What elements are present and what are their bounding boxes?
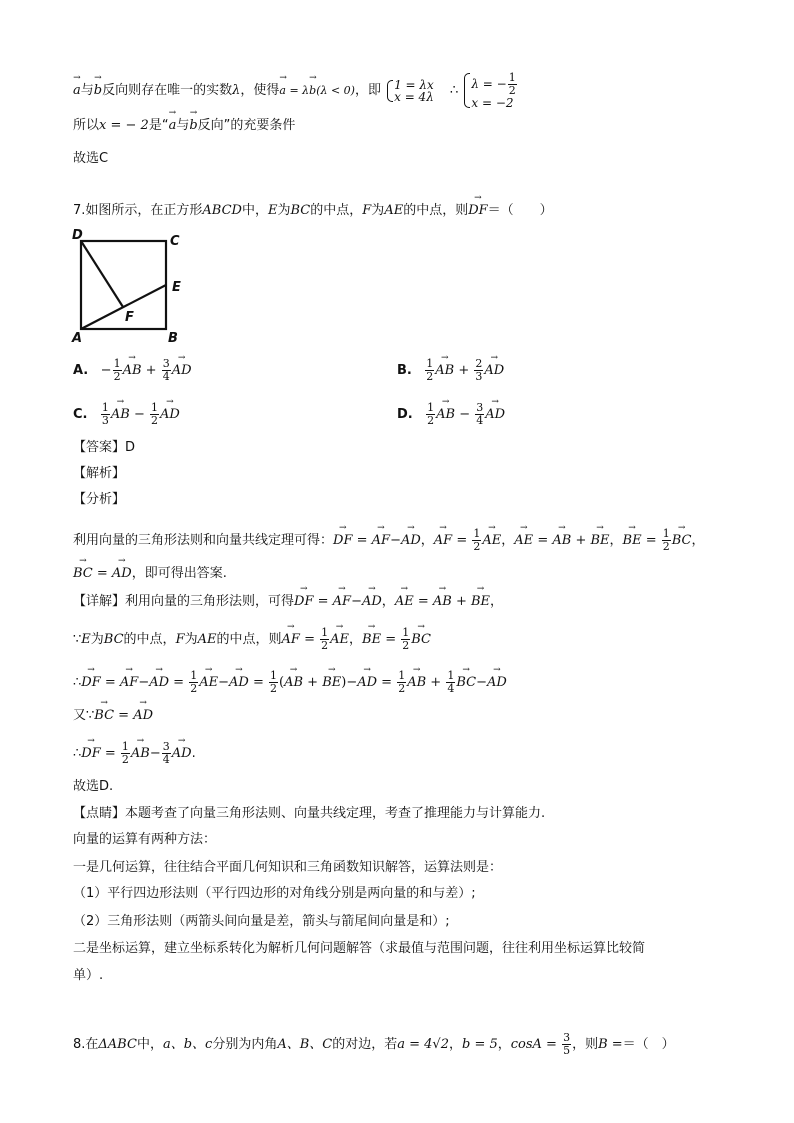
text: 1 bbox=[101, 401, 109, 414]
text: ，即可得出答案. bbox=[131, 566, 227, 581]
text: a、b、c bbox=[162, 1037, 213, 1052]
sys2-row2: x = −2 bbox=[471, 96, 514, 110]
text: 3 bbox=[563, 1031, 571, 1044]
text: 3 bbox=[162, 357, 170, 370]
text: 的中点， bbox=[123, 632, 176, 647]
text: 2 bbox=[508, 84, 516, 97]
text: λ = − bbox=[471, 77, 507, 91]
text: + bbox=[145, 363, 157, 378]
text: 本题考查了向量三角形法则、向量共线定理，考查了推理能力与计算能力. bbox=[125, 806, 546, 821]
text: 的中点，则 bbox=[403, 203, 469, 218]
conclusion: 故选D. bbox=[73, 779, 114, 794]
method-1-2: （2）三角形法则（两箭头间向量是差，箭头与箭尾间向量是和）; bbox=[73, 914, 450, 929]
text: 反向则存在唯一的实数 bbox=[102, 83, 233, 98]
text: A、B、C bbox=[277, 1037, 333, 1052]
text: + bbox=[458, 363, 470, 378]
text: 与 bbox=[80, 83, 94, 98]
method-1-1: （1）平行四边形法则（平行四边形的对角线分别是两向量的和与差）; bbox=[73, 886, 476, 901]
square-figure bbox=[70, 225, 195, 345]
answer-value: D bbox=[125, 440, 136, 455]
dianjing-line bbox=[73, 806, 545, 822]
text: 【答案】 bbox=[73, 440, 126, 455]
text: 的中点，则 bbox=[216, 632, 282, 647]
text: 1 bbox=[151, 401, 159, 414]
segment-ae bbox=[81, 285, 166, 329]
text: 3 bbox=[475, 370, 483, 383]
text: 3 bbox=[101, 414, 109, 427]
segment-df bbox=[81, 241, 123, 307]
detail-line3: ∴→ DF = → AF−→ AD = $\frac{1}{2}$ → AE−→ AD = $\frac{1}{2}$ (→ AB + → BE)−→ AD = $\frac{1}{2}$ → AB + $\frac{1}{4}$ → BC−→ AD bbox=[73, 670, 507, 695]
text: 【详解】 bbox=[73, 594, 126, 609]
option-d[interactable]: D. $\frac{1}{2}$ → AB − $\frac{3}{4}$ → AD bbox=[397, 402, 505, 427]
method-2a: 二是坐标运算，建立坐标系转化为解析几何问题解答（求最值与范围问题，往往利用坐标运算比较简 bbox=[73, 941, 646, 956]
text: x = − 2 bbox=[99, 118, 149, 133]
text: − bbox=[133, 407, 145, 422]
text: 3 bbox=[476, 401, 484, 414]
text: 5 bbox=[563, 1044, 571, 1057]
label-b: B bbox=[168, 331, 178, 345]
text: a = 4√2 bbox=[397, 1037, 449, 1052]
text: 与 bbox=[176, 118, 190, 133]
jiexi-heading: 【解析】 bbox=[73, 466, 126, 481]
text: 2 bbox=[427, 414, 435, 427]
sys1-row1: 1 = λx bbox=[394, 77, 434, 92]
equation-system-1 bbox=[385, 79, 434, 103]
text: ，即 bbox=[354, 83, 381, 98]
option-b[interactable]: B. $\frac{1}{2}$ → AB + $\frac{2}{3}$ → AD bbox=[397, 358, 504, 383]
vec-a: → a bbox=[73, 83, 81, 99]
method-1: 一是几何运算，往往结合平面几何知识和三角函数知识解答，运算法则是： bbox=[73, 860, 503, 875]
text: 2 bbox=[113, 370, 121, 383]
q8-stem bbox=[73, 1032, 675, 1057]
text: cosA = bbox=[510, 1037, 562, 1052]
text: 为 bbox=[371, 203, 385, 218]
q7-stem: 7.如图所示，在正方形ABCD中，E为BC的中点，F为AE的中点，则→ DF＝（ ） bbox=[73, 203, 553, 219]
detail-line2: ∵E为BC的中点，F为AE的中点，则→ AF = $\frac{1}{2}$ → AE，→ BE = $\frac{1}{2}$ → BC bbox=[73, 627, 431, 652]
text: 为 bbox=[90, 632, 104, 647]
text: ∵ bbox=[73, 632, 82, 647]
text: − bbox=[100, 363, 112, 378]
text: 为 bbox=[277, 203, 291, 218]
text: 2 bbox=[475, 357, 483, 370]
text: 1 bbox=[427, 401, 435, 414]
analysis-line1: 利用向量的三角形法则和向量共线定理可得：→ DF = → AF−→ AD，→ AF = $\frac{1}{2}$ → AE，→ AE = → AB + → BE，→ BE = $\frac{1}{2}$ → BC， bbox=[73, 528, 705, 553]
text: 分别为内角 bbox=[212, 1037, 278, 1052]
q6-line2: 所以x = − 2是“→ a与→ b反向”的充要条件 bbox=[73, 118, 295, 134]
q6-choice: 故选C bbox=[73, 151, 109, 166]
detail-line4: 又∵→ BC = → AD bbox=[73, 708, 153, 724]
text: ，则 bbox=[572, 1037, 599, 1052]
text: 2 bbox=[426, 370, 434, 383]
equation-system-2 bbox=[462, 72, 517, 109]
text: 为 bbox=[184, 632, 198, 647]
text: ΔABC bbox=[98, 1037, 137, 1052]
label-f: F bbox=[125, 310, 134, 325]
detail-line5: ∴→ DF = $\frac{1}{2}$ → AB− $\frac{3}{4}$ → AD. bbox=[73, 741, 196, 766]
text: 1 bbox=[426, 357, 434, 370]
text: D. bbox=[397, 407, 413, 422]
text: 【点睛】 bbox=[73, 806, 126, 821]
square-abcd bbox=[81, 241, 166, 329]
option-a[interactable]: A. − $\frac{1}{2}$ → AB + $\frac{3}{4}$ → AD bbox=[73, 358, 192, 383]
fenxi-heading: 【分析】 bbox=[73, 492, 126, 507]
text: 的中点， bbox=[310, 203, 363, 218]
vec-b: → b bbox=[94, 83, 102, 99]
text: 1 bbox=[113, 357, 121, 370]
label-e: E bbox=[172, 280, 181, 295]
text: 所以 bbox=[73, 118, 100, 133]
text: ，使得 bbox=[240, 83, 280, 98]
text: 4 bbox=[476, 414, 484, 427]
text: ＝（ ） bbox=[487, 203, 553, 218]
text: B = bbox=[598, 1037, 623, 1052]
text: ＝（ ） bbox=[622, 1037, 675, 1052]
text: ， bbox=[497, 1037, 511, 1052]
text: 2 bbox=[151, 414, 159, 427]
text: 利用向量的三角形法则和向量共线定理可得： bbox=[73, 533, 334, 548]
text: 的对边，若 bbox=[332, 1037, 398, 1052]
text: 中， bbox=[136, 1037, 163, 1052]
label-d: D bbox=[72, 228, 83, 243]
text: 8.在 bbox=[73, 1037, 99, 1052]
text: 利用向量的三角形法则，可得 bbox=[125, 594, 295, 609]
option-c[interactable]: C. $\frac{1}{3}$ → AB − $\frac{1}{2}$ → AD bbox=[73, 402, 180, 427]
text: A. bbox=[73, 363, 89, 378]
detail-line1: 【详解】利用向量的三角形法则，可得→ DF = → AF−→ AD，→ AE = → AB + → BE， bbox=[73, 594, 503, 610]
text: C. bbox=[73, 407, 88, 422]
method-2b: 单）. bbox=[73, 968, 104, 983]
therefore: ∴ bbox=[449, 83, 459, 98]
q6-line1: → a与→ b反向则存在唯一的实数λ，使得→ a = λ→ b(λ < 0)，即 1 = λx x = 4λ ∴ λ = − $\frac{1}{2}$ x = −2 bbox=[73, 72, 518, 109]
text: − bbox=[459, 407, 471, 422]
answer-line bbox=[73, 440, 135, 456]
text: 中， bbox=[241, 203, 268, 218]
label-a: A bbox=[72, 331, 83, 345]
text: ， bbox=[448, 1037, 462, 1052]
label-c: C bbox=[170, 234, 180, 249]
text: 4 bbox=[162, 370, 170, 383]
analysis-line2: → BC = → AD，即可得出答案. bbox=[73, 566, 227, 582]
text: 7.如图所示，在正方形 bbox=[73, 203, 203, 218]
methods-title: 向量的运算有两种方法： bbox=[73, 832, 217, 847]
text: b = 5 bbox=[461, 1037, 498, 1052]
text: 1 bbox=[508, 71, 516, 84]
text: 是“ bbox=[148, 118, 169, 133]
text: 反向”的充要条件 bbox=[197, 118, 296, 133]
text: B. bbox=[397, 363, 412, 378]
sys1-row2: x = 4λ bbox=[394, 89, 434, 104]
text: 又∵ bbox=[73, 708, 95, 723]
